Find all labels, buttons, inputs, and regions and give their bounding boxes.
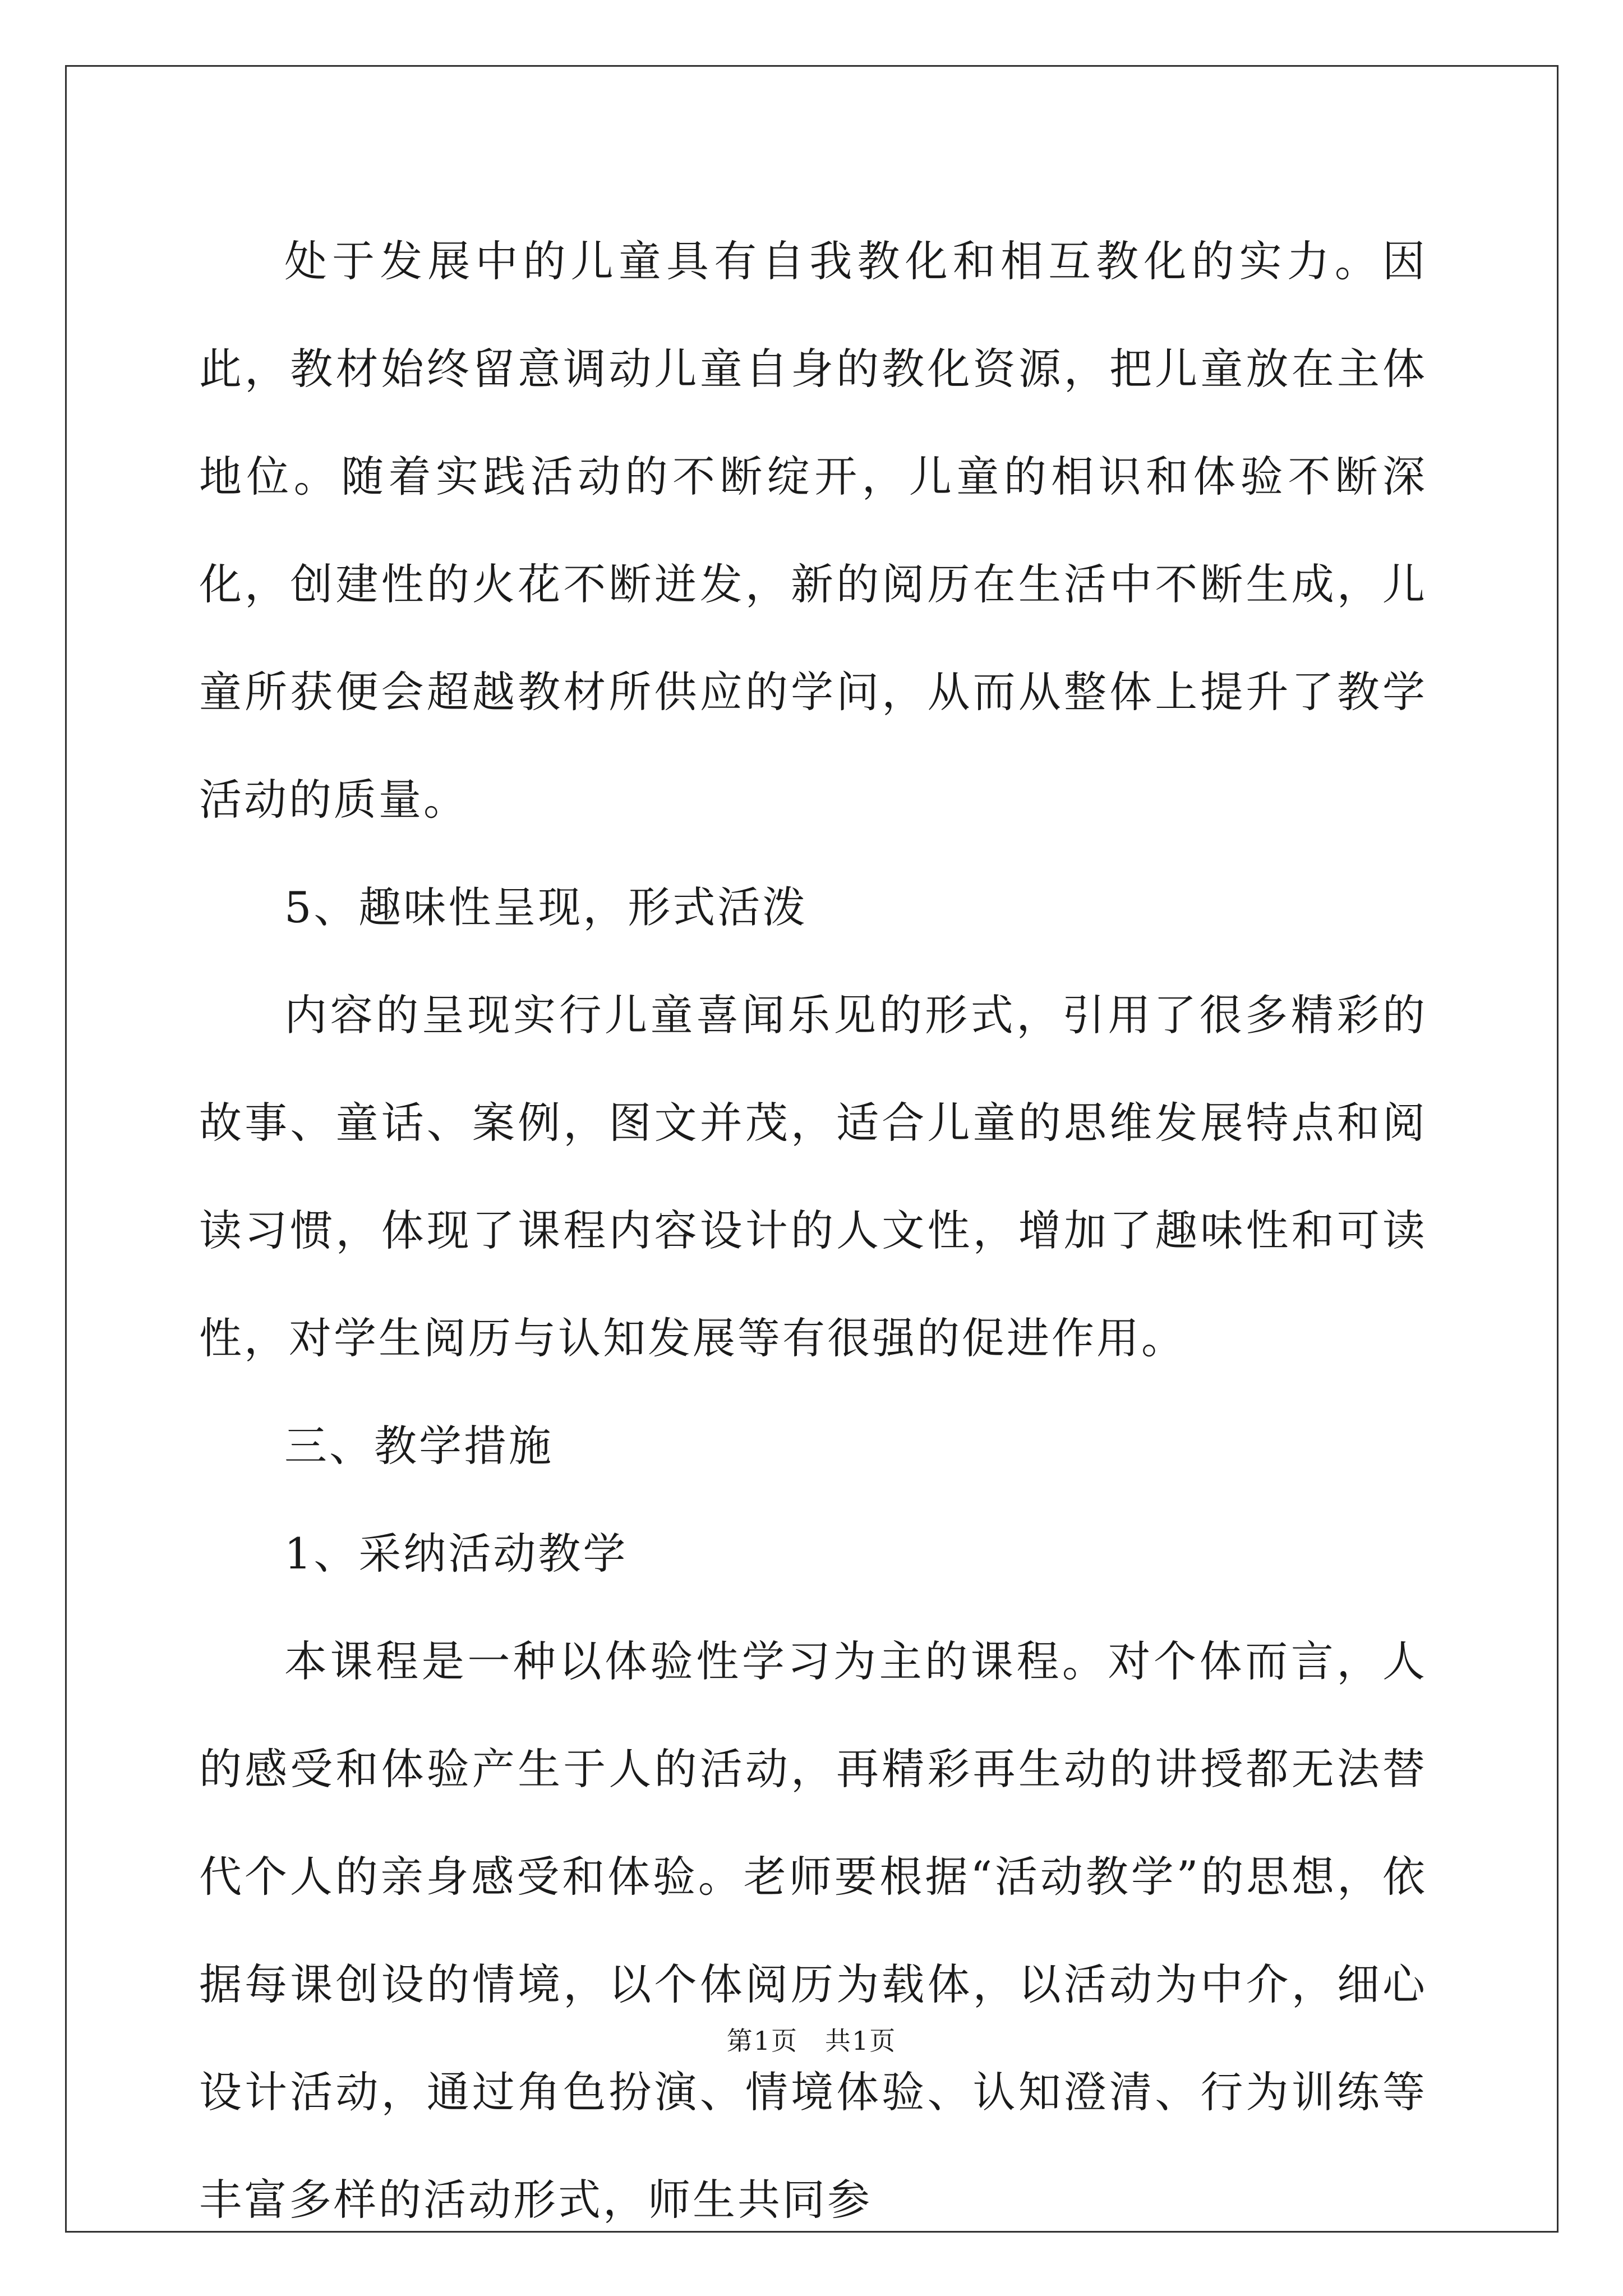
page-number-footer: 第1页 共1页 bbox=[726, 2026, 897, 2056]
section-heading: 三、教学措施 bbox=[284, 1421, 554, 1471]
paragraph-body: 本课程是一种以体验性学习为主的课程。对个体而言，人的感受和体验产生于人的活动，再精彩再生动的讲授都无法替代个人的亲身感受和体验。老师要根据“活动教学”的思想，依据每课创设的情境，以个体阅历为载体，以活动为中介，细心设计活动，通过角色扮演、情境体验、认知澄清、行为训练等丰富多样的活动形式，师生共同参 bbox=[199, 1636, 1427, 2225]
paragraph-body: 内容的呈现实行儿童喜闻乐见的形式，引用了很多精彩的故事、童话、案例，图文并茂，适合儿童的思维发展特点和阅读习惯，体现了课程内容设计的人文性，增加了趣味性和可读性，对学生阅历与认知发展等有很强的促进作用。 bbox=[199, 990, 1427, 1363]
section-heading: 5、趣味性呈现，形式活泼 bbox=[284, 882, 808, 932]
paragraph-body: 处于发展中的儿童具有自我教化和相互教化的实力。因此，教材始终留意调动儿童自身的教化资源，把儿童放在主体地位。随着实践活动的不断绽开，儿童的相识和体验不断深化，创建性的火花不断迸发，新的阅历在生活中不断生成，儿童所获便会超越教材所供应的学问，从而从整体上提升了教学活动的质量。 bbox=[199, 236, 1427, 825]
document-body bbox=[199, 208, 1427, 2254]
section-heading: 1、采纳活动教学 bbox=[284, 1529, 628, 1579]
